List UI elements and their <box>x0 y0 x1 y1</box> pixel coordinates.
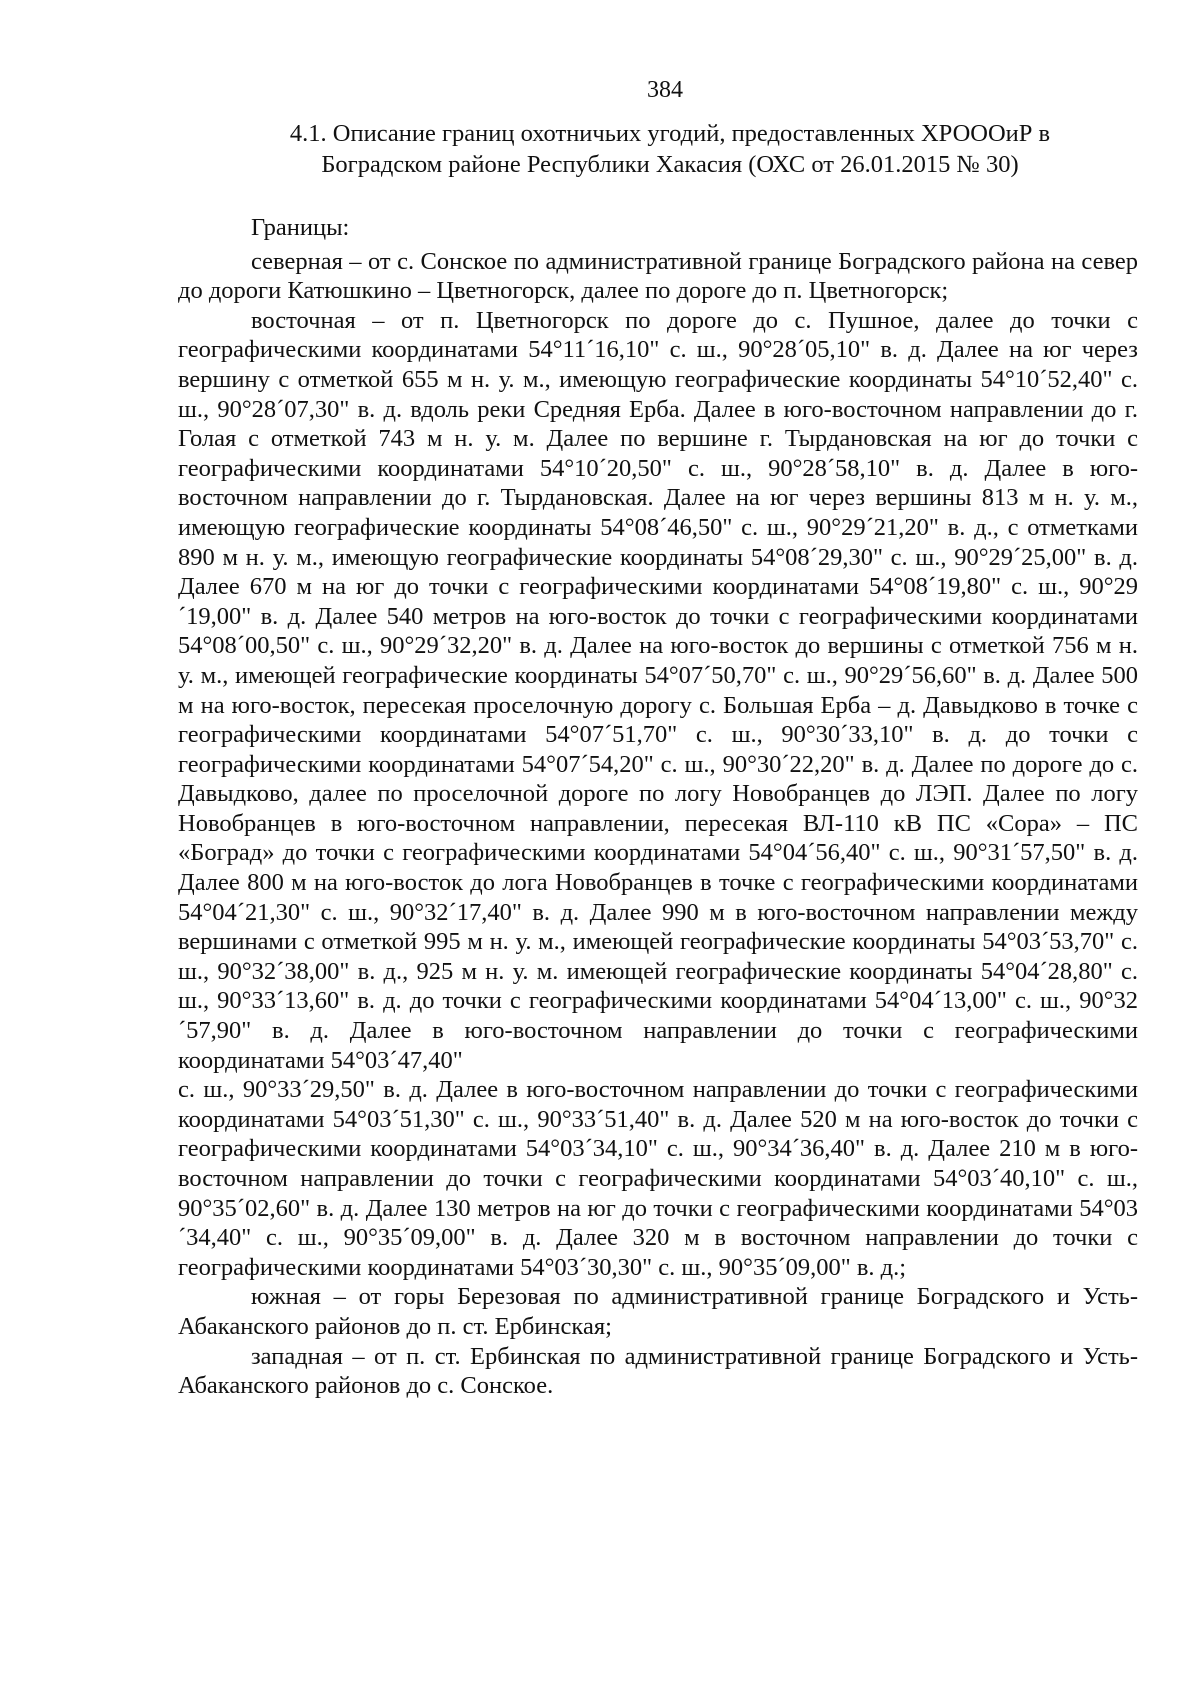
page-number: 384 <box>647 77 683 103</box>
north-boundary-paragraph: северная – от с. Сонское по административной границе Боградского района на север до дороги Катюшкино – Цветногорск, далее по дороге до п. Цветногорск; <box>178 247 1138 305</box>
section-title-line-2: Боградском районе Республики Хакасия (ОХС от 26.01.2015 № 30) <box>321 151 1019 178</box>
section-title <box>240 118 1100 180</box>
south-boundary-paragraph: южная – от горы Березовая по административной границе Боградского и Усть-Абаканского районов до п. ст. Ербинская; <box>178 1283 1138 1340</box>
west-boundary-paragraph: западная – от п. ст. Ербинская по административной границе Боградского и Усть-Абаканского районов до с. Сонское. <box>178 1342 1138 1400</box>
boundaries-heading: Границы: <box>251 214 350 241</box>
section-title-line-1: 4.1. Описание границ охотничьих угодий, предоставленных ХРОООиР в <box>289 120 1051 147</box>
boundaries-description <box>178 213 1138 1401</box>
east-boundary-continuation: с. ш., 90°33´29,50" в. д. Далее в юго-восточном направлении до точки с географическими координатами 54°03´51,30" с. ш., 90°33´51,40" в. д. Далее 520 м на юго-восток до точки с географическими координатами 54°03´34,10" с. ш., 90°34´36,40" в. д. Далее 210 м в юго-восточном направлении до точки с географическими координатами 54°03´40,10" с. ш., 90°35´02,60" в. д. Далее 130 метров на юг до точки с географическими координатами 54°03´34,40" с. ш., 90°35´09,00" в. д. Далее 320 м в восточном направлении до точки с географическими координатами 54°03´30,30" с. ш., 90°35´09,00" в. д.; <box>178 1076 1138 1281</box>
east-boundary-paragraph: восточная – от п. Цветногорск по дороге до с. Пушное, далее до точки с географическими координатами 54°11´16,10" с. ш., 90°28´05,10" в. д. Далее на юг через вершину с отметкой 655 м н. у. м., имеющую географические координаты 54°10´52,40" с. ш., 90°28´07,30" в. д. вдоль реки Средняя Ерба. Далее в юго-восточном направлении до г. Голая с отметкой 743 м н. у. м. Далее по вершине г. Тырдановская на юг до точки с географическими координатами 54°10´20,50" с. ш., 90°28´58,10" в. д. Далее в юго-восточном направлении до г. Тырдановская. Далее на юг через вершины 813 м н. у. м., имеющую географические координаты 54°08´46,50" с. ш., 90°29´21,20" в. д., с отметками 890 м н. у. м., имеющую географические координаты 54°08´29,30" с. ш., 90°29´25,00" в. д. Далее 670 м на юг до точки с географическими координатами 54°08´19,80" с. ш., 90°29´19,00" в. д. Далее 540 метров на юго-восток до точки с географическими координатами 54°08´00,50" с. ш., 90°29´32,20" в. д. Далее на юго-восток до вершины с отметкой 756 м н. у. м., имеющей географические координаты 54°07´50,70" с. ш., 90°29´56,60" в. д. Далее 500 м на юго-восток, пересекая проселочную дорогу с. Большая Ерба – д. Давыдково в точке с географическими координатами 54°07´51,70" с. ш., 90°30´33,10" в. д. до точки с географическими координатами 54°07´54,20" с. ш., 90°30´22,20" в. д. Далее по дороге до с. Давыдково, далее по проселочной дороге по логу Новобранцев до ЛЭП. Далее по логу Новобранцев в юго-восточном направлении, пересекая ВЛ-110 кВ ПС «Сора» – ПС «Боград» до точки с географическими координатами 54°04´56,40" с. ш., 90°31´57,50" в. д. Далее 800 м на юго-восток до лога Новобранцев в точке с географическими координатами 54°04´21,30" с. ш., 90°32´17,40" в. д. Далее 990 м в юго-восточном направлении между вершинами с отметкой 995 м н. у. м., имеющей географические координаты 54°03´53,70" с. ш., 90°32´38,00" в. д., 925 м н. у. м. имеющей географические координаты 54°04´28,80" с. ш., 90°33´13,60" в. д. до точки с географическими координатами 54°04´13,00" с. ш., 90°32´57,90" в. д. Далее в юго-восточном направлении до точки с географическими координатами 54°03´47,40" <box>178 306 1138 1074</box>
